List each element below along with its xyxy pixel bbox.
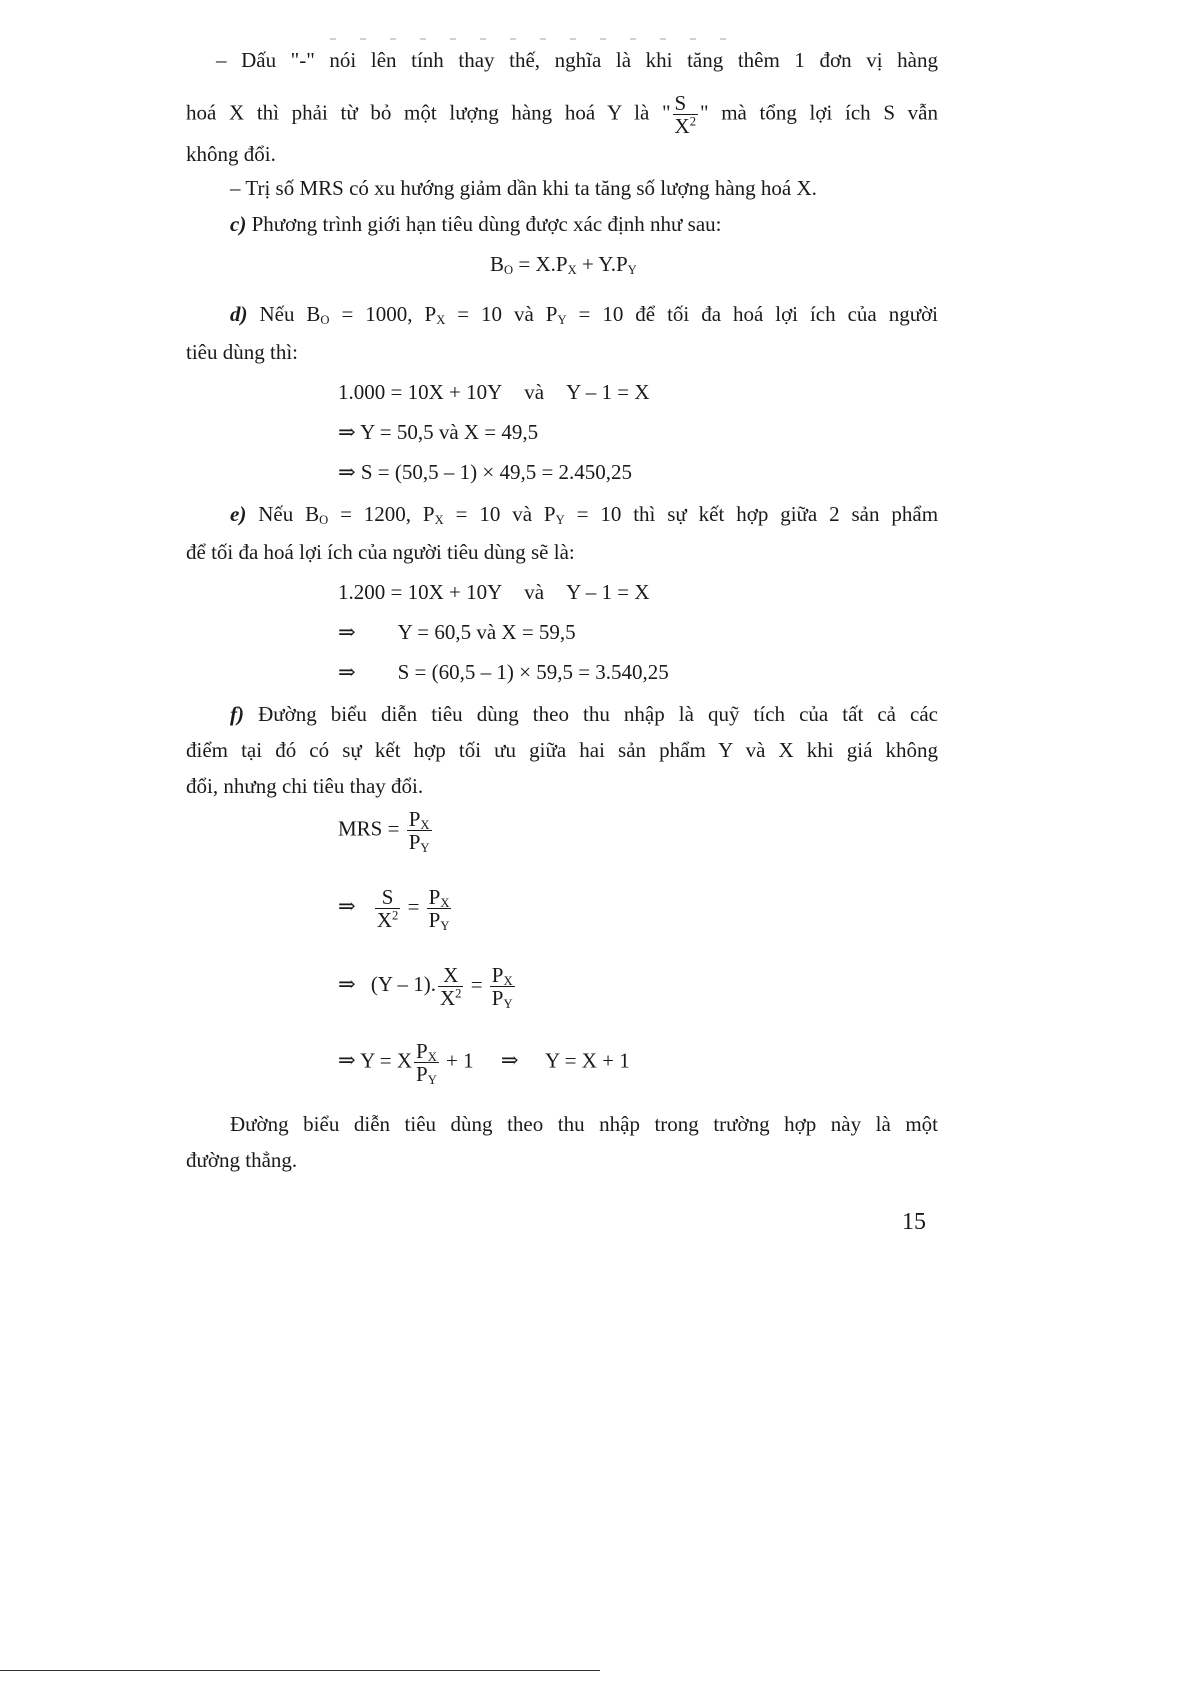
s-over-x2-fraction: $\frac{S}{X^2}$ xyxy=(674,91,696,139)
implies-arrow: ⇒ xyxy=(338,972,356,997)
part-d-line2: tiêu dùng thì: xyxy=(186,340,298,364)
page-number: 15 xyxy=(902,1209,926,1235)
part-f-line2: điểm tại đó có sự kết hợp tối ưu giữa hai sản phẩm Y và X khi giá không xyxy=(186,738,938,762)
part-d-eq3: ⇒ S = (50,5 – 1) × 49,5 = 2.450,25 xyxy=(338,458,632,486)
implies-arrow: ⇒ xyxy=(338,1048,356,1073)
part-f-line3: đổi, nhưng chi tiêu thay đổi. xyxy=(186,774,424,798)
px-over-py-fraction: $\frac{P_X}{P_Y}$ xyxy=(408,807,430,856)
conclusion-line2: đường thẳng. xyxy=(186,1148,298,1172)
para1-line2: hoá X thì phải từ bỏ một lượng hàng hoá Y là " $\frac{S}{X^2}$ " mà tổng lợi ích S vẫn xyxy=(186,91,938,139)
implies-arrow: ⇒ xyxy=(338,894,356,919)
part-e-eq1: 1.200 = 10X + 10Y và Y – 1 = X xyxy=(338,580,650,604)
part-d-eq1: 1.000 = 10X + 10Y và Y – 1 = X xyxy=(338,380,650,404)
part-d-line1: d) Nếu $B_O = 1000$, $P_X = 10$ và $P_Y = 10$ để tối đa hoá lợi ích của người xyxy=(230,302,939,328)
formula-result: ⇒ Y = X $\frac{P_X}{P_Y}$ + 1 ⇒ Y = X + 1 xyxy=(338,1039,630,1088)
para1-line3: không đổi. xyxy=(186,142,276,166)
px-over-py-fraction: $\frac{P_X}{P_Y}$ xyxy=(416,1039,437,1088)
formula-s-x2: ⇒ $\frac{S}{X^2}$ = $\frac{P_X}{P_Y}$ xyxy=(338,885,450,934)
conclusion-line1: Đường biểu diễn tiêu dùng theo thu nhập trong trường hợp này là một xyxy=(230,1112,938,1136)
implies-arrow: ⇒ xyxy=(338,620,356,644)
part-d-eq2: ⇒ Y = 50,5 và X = 49,5 xyxy=(338,418,538,446)
part-e-line2: để tối đa hoá lợi ích của người tiêu dùng sẽ là: xyxy=(186,540,575,564)
implies-arrow: ⇒ xyxy=(500,1048,519,1073)
implies-arrow: ⇒ xyxy=(338,460,356,484)
implies-arrow: ⇒ xyxy=(338,660,356,684)
para2: – Trị số MRS có xu hướng giảm dần khi ta tăng số lượng hàng hoá X. xyxy=(230,176,817,200)
part-e-eq3: ⇒ S = (60,5 – 1) × 59,5 = 3.540,25 xyxy=(338,658,669,686)
formula-y-minus-1: ⇒ (Y – 1). $\frac{X}{X^2}$ = $\frac{P_X}{P_Y}$ xyxy=(338,963,513,1012)
part-f-line1: f) Đường biểu diễn tiêu dùng theo thu nhập là quỹ tích của tất cả các xyxy=(230,702,938,726)
part-e-line1: e) Nếu $B_O = 1200$, $P_X = 10$ và $P_Y = 10$ thì sự kết hợp giữa 2 sản phẩm xyxy=(230,502,939,528)
x-over-x2-fraction: $\frac{X}{X^2}$ xyxy=(439,963,462,1011)
px-over-py-fraction: $\frac{P_X}{P_Y}$ xyxy=(491,963,513,1012)
scan-artifact xyxy=(330,38,750,40)
part-e-eq2: ⇒ Y = 60,5 và X = 59,5 xyxy=(338,618,576,646)
para1-line1: – Dấu "-" nói lên tính thay thế, nghĩa là khi tăng thêm 1 đơn vị hàng xyxy=(216,48,938,72)
s-over-x2-fraction: $\frac{S}{X^2}$ xyxy=(376,885,399,933)
part-c-text: c) Phương trình giới hạn tiêu dùng được xác định như sau: xyxy=(230,212,722,236)
px-over-py-fraction: $\frac{P_X}{P_Y}$ xyxy=(428,885,450,934)
bottom-rule xyxy=(0,1670,600,1671)
implies-arrow: ⇒ xyxy=(338,420,356,444)
formula-mrs: MRS = $\frac{P_X}{P_Y}$ xyxy=(338,807,430,856)
budget-equation: $B_O = X.P_X + Y.P_Y$ xyxy=(490,252,637,278)
